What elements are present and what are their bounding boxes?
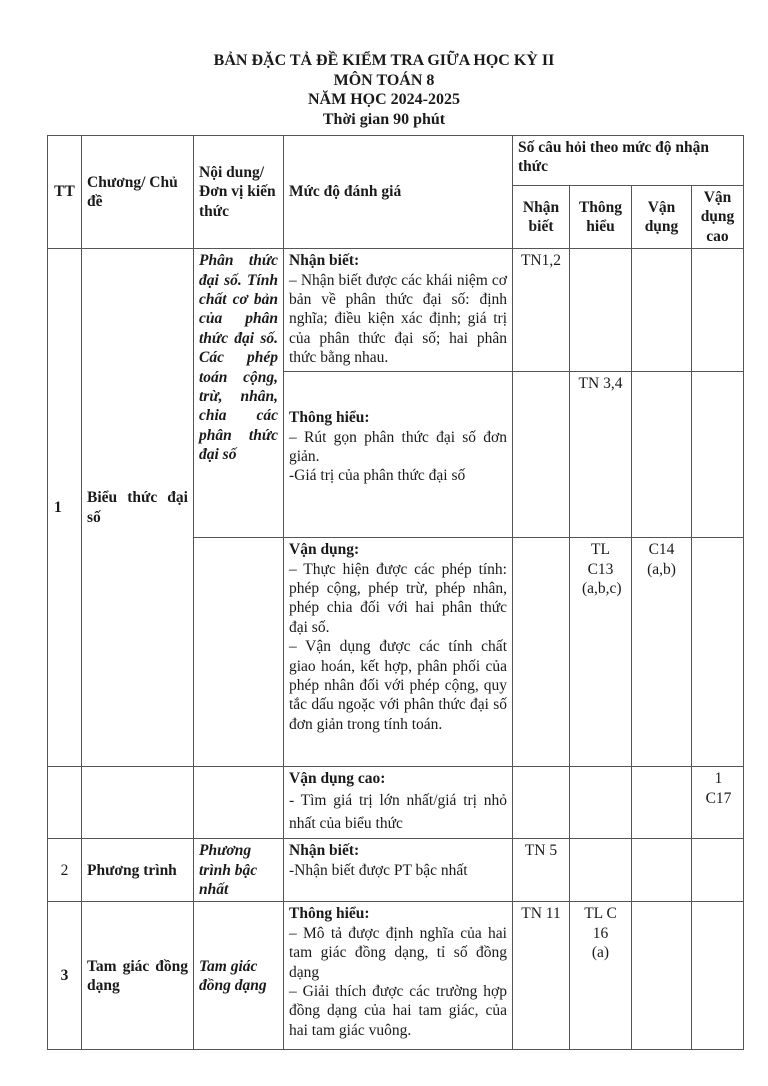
- header-apply-high: Vận dụng cao: [692, 186, 744, 249]
- document-title: [0, 51, 768, 129]
- level-label: Vận dụng:: [289, 541, 360, 559]
- count-apply: [632, 249, 692, 372]
- count-apply-high: [692, 902, 744, 1050]
- count-apply: [632, 767, 692, 839]
- row-number: 2: [48, 839, 82, 902]
- level-description: – Nhận biết được các khái niệm cơ bản về phân thức đại số: định nghĩa; điều kiện xác định; giá trị của phân thức đại số; hai phân thức bằng nhau.: [289, 271, 507, 367]
- title-line-subject: MÔN TOÁN 8: [333, 71, 435, 89]
- count-apply-high: [692, 839, 744, 902]
- level-description: – Giải thích được các trường hợp đồng dạng của hai tam giác, của hai tam giác vuông.: [289, 983, 507, 1039]
- specification-table: [47, 135, 744, 1050]
- level-description: – Thực hiện được các phép tính: phép cộng, phép trừ, phép nhân, phép chia đối với hai phân thức đại số.: [289, 560, 507, 636]
- chapter-empty: [82, 767, 194, 839]
- count-apply: [632, 902, 692, 1050]
- count-recognize: TN1,2: [513, 249, 570, 372]
- assessment-level: [284, 767, 513, 839]
- count-understand: TL C13 (a,b,c): [570, 538, 632, 767]
- count-recognize: [513, 767, 570, 839]
- count-apply-high: [692, 372, 744, 538]
- header-content: Nội dung/Đơn vị kiến thức: [194, 136, 284, 249]
- row-number: 1: [48, 249, 82, 767]
- count-apply: [632, 839, 692, 902]
- header-understand: Thông hiểu: [570, 186, 632, 249]
- count-recognize: [513, 372, 570, 538]
- row-number-empty: [48, 767, 82, 839]
- chapter-name: Biểu thức đại số: [82, 249, 194, 767]
- assessment-level: [284, 902, 513, 1050]
- table-row: [48, 249, 744, 372]
- level-description: -Nhận biết được PT bậc nhất: [289, 861, 468, 879]
- chapter-name: Phương trình: [82, 839, 194, 902]
- header-apply: Vận dụng: [632, 186, 692, 249]
- table-row: [48, 902, 744, 1050]
- table-row: [48, 767, 744, 839]
- row-number: 3: [48, 902, 82, 1050]
- count-understand: [570, 249, 632, 372]
- count-understand: [570, 767, 632, 839]
- count-apply: [632, 372, 692, 538]
- level-label: Nhận biết:: [289, 252, 360, 270]
- count-apply-high: 1 C17: [692, 767, 744, 839]
- count-understand: TN 3,4: [570, 372, 632, 538]
- header-chapter: Chương/ Chủ đề: [82, 136, 194, 249]
- count-understand: [570, 839, 632, 902]
- level-label: Vận dụng cao:: [289, 770, 386, 788]
- level-description: – Vận dụng được các tính chất giao hoán, kết hợp, phân phối của phép nhân đối với phép cộng, quy tắc dấu ngoặc với phân thức đại số đơn giản trong tính toán.: [289, 638, 507, 733]
- level-label: Thông hiểu:: [289, 905, 370, 923]
- header-question-count-group: Số câu hỏi theo mức độ nhận thức: [513, 136, 744, 186]
- level-description: – Mô tả được định nghĩa của hai tam giác đồng dạng, tỉ số đồng dạng: [289, 924, 507, 981]
- assessment-level: [284, 538, 513, 767]
- count-recognize: TN 5: [513, 839, 570, 902]
- count-apply-high: [692, 538, 744, 767]
- count-recognize: [513, 538, 570, 767]
- assessment-level: [284, 839, 513, 902]
- header-tt: TT: [48, 136, 82, 249]
- assessment-level: [284, 372, 513, 538]
- chapter-name: Tam giác đồng dạng: [82, 902, 194, 1050]
- count-apply: C14 (a,b): [632, 538, 692, 767]
- level-label: Thông hiểu:: [289, 409, 370, 427]
- count-understand: TL C 16 (a): [570, 902, 632, 1050]
- level-label: Nhận biết:: [289, 842, 360, 860]
- title-line-year: NĂM HỌC 2024-2025: [308, 91, 460, 108]
- content-unit-empty: [194, 538, 284, 767]
- title-line-duration: Thời gian 90 phút: [322, 110, 446, 128]
- content-unit-empty: [194, 767, 284, 839]
- level-description: -Giá trị của phân thức đại số: [289, 467, 466, 485]
- assessment-level: [284, 249, 513, 372]
- table-row: [48, 839, 744, 902]
- content-unit: Phân thức đại số. Tính chất cơ bản của phân thức đại số. Các phép toán cộng, trừ, nhân, chia các phân thức đại số: [194, 249, 284, 538]
- title-line-main: BẢN ĐẶC TẢ ĐỀ KIỂM TRA GIỮA HỌC KỲ II: [213, 52, 555, 69]
- content-unit: Phương trình bậc nhất: [194, 839, 284, 902]
- header-recognize: Nhận biết: [513, 186, 570, 249]
- content-unit: Tam giác đồng dạng: [194, 902, 284, 1050]
- header-level: Mức độ đánh giá: [284, 136, 513, 249]
- count-apply-high: [692, 249, 744, 372]
- level-description: – Rút gọn phân thức đại số đơn giản.: [289, 428, 507, 466]
- level-description: - Tìm giá trị lớn nhất/giá trị nhỏ nhất của biểu thức: [289, 791, 507, 832]
- count-recognize: TN 11: [513, 902, 570, 1050]
